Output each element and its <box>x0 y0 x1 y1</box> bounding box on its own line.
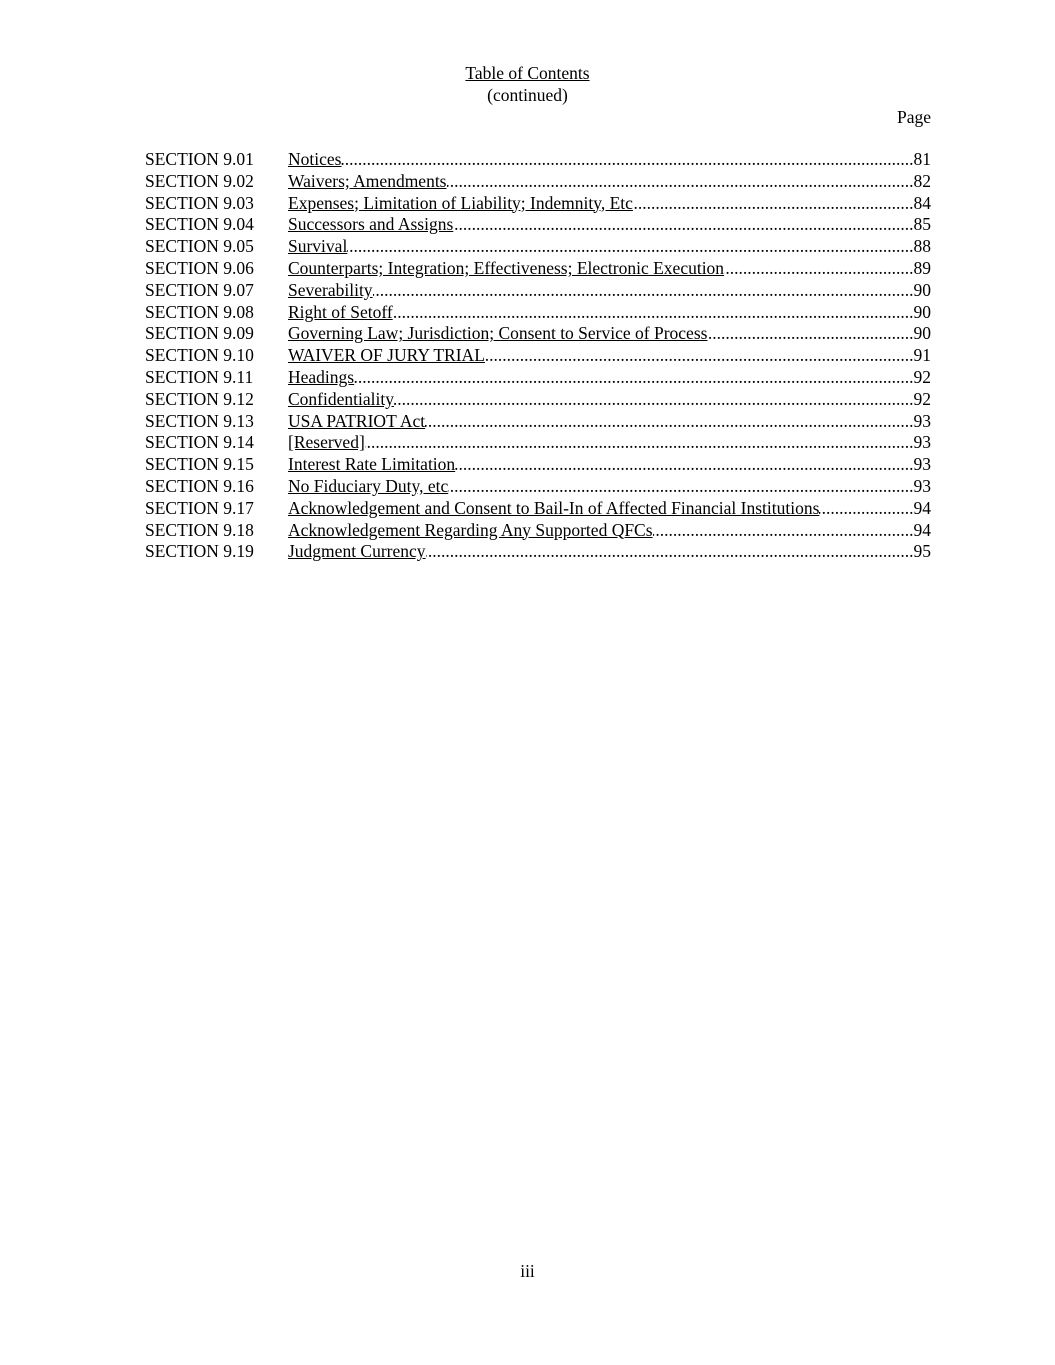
toc-page-number: 89 <box>913 257 931 278</box>
toc-leader-dots <box>393 302 914 324</box>
toc-entry <box>288 411 914 433</box>
toc-row <box>145 193 931 215</box>
toc-leader-dots <box>426 541 914 563</box>
toc-page-number: 90 <box>913 301 931 322</box>
toc-page-number: 91 <box>913 345 931 366</box>
toc-page-number: 88 <box>913 236 931 257</box>
toc-section-number: SECTION 9.08 <box>145 301 254 322</box>
toc-page-number: 85 <box>913 214 931 235</box>
toc-link[interactable]: Waivers; Amendments <box>288 170 447 191</box>
toc-row <box>145 476 931 498</box>
toc-entry <box>288 149 914 171</box>
toc-link[interactable]: Counterparts; Integration; Effectiveness; Electronic Execution <box>288 257 725 278</box>
toc-leader-dots <box>354 367 913 389</box>
toc-section-number: SECTION 9.18 <box>145 519 254 540</box>
toc-link[interactable]: Acknowledgement and Consent to Bail-In of Affected Financial Institutions <box>288 497 820 518</box>
toc-leader-dots <box>653 520 914 542</box>
toc-link[interactable]: Survival <box>288 236 348 257</box>
toc-entry <box>288 214 914 236</box>
toc-link[interactable]: Interest Rate Limitation <box>288 454 456 475</box>
toc-section-number: SECTION 9.12 <box>145 388 254 409</box>
toc-row <box>145 411 931 433</box>
toc-row <box>145 149 931 171</box>
toc-leader-dots <box>341 149 913 171</box>
toc-section-number: SECTION 9.02 <box>145 170 254 191</box>
toc-list <box>145 149 931 563</box>
toc-section-number: SECTION 9.15 <box>145 454 254 475</box>
toc-entry <box>288 454 914 476</box>
toc-page-number: 95 <box>913 541 931 562</box>
toc-page-number: 93 <box>913 454 931 475</box>
toc-page-number: 94 <box>913 519 931 540</box>
toc-subtitle: (continued) <box>487 85 568 105</box>
toc-leader-dots <box>394 389 914 411</box>
toc-entry <box>288 171 914 193</box>
toc-link[interactable]: Notices <box>288 149 342 169</box>
toc-link[interactable]: USA PATRIOT Act <box>288 410 426 431</box>
toc-section-number: SECTION 9.19 <box>145 541 254 562</box>
toc-page-number: 82 <box>913 170 931 191</box>
toc-link[interactable]: WAIVER OF JURY TRIAL <box>288 345 485 366</box>
toc-entry <box>288 498 914 520</box>
toc-row <box>145 323 931 345</box>
toc-leader-dots <box>453 214 913 236</box>
toc-section-number: SECTION 9.04 <box>145 214 254 235</box>
toc-leader-dots <box>724 258 913 280</box>
toc-page-number: 93 <box>913 432 931 453</box>
toc-link[interactable]: Confidentiality <box>288 388 394 409</box>
toc-row <box>145 345 931 367</box>
toc-row <box>145 454 931 476</box>
toc-leader-dots <box>448 476 913 498</box>
page-column-header: Page <box>896 107 931 127</box>
toc-section-number: SECTION 9.09 <box>145 323 254 344</box>
toc-entry <box>288 280 914 302</box>
toc-link[interactable]: No Fiduciary Duty, etc <box>288 475 449 496</box>
toc-entry <box>288 432 914 454</box>
toc-link[interactable]: Severability <box>288 279 373 300</box>
toc-row <box>145 432 931 454</box>
toc-leader-dots <box>819 498 913 520</box>
toc-link[interactable]: Governing Law; Jurisdiction; Consent to Service of Process <box>288 323 708 344</box>
toc-entry <box>288 258 914 280</box>
toc-row <box>145 498 931 520</box>
toc-entry <box>288 476 914 498</box>
toc-link[interactable]: Headings <box>288 366 355 387</box>
toc-row <box>145 214 931 236</box>
toc-link[interactable]: Successors and Assigns <box>288 214 454 235</box>
toc-section-number: SECTION 9.07 <box>145 279 254 300</box>
toc-link[interactable]: Expenses; Limitation of Liability; Indemnity, Etc <box>288 192 633 213</box>
toc-entry <box>288 323 914 345</box>
toc-row <box>145 280 931 302</box>
toc-row <box>145 541 931 563</box>
toc-row <box>145 520 931 542</box>
toc-entry <box>288 236 914 258</box>
toc-section-number: SECTION 9.11 <box>145 366 254 387</box>
toc-section-number: SECTION 9.17 <box>145 497 254 518</box>
toc-leader-dots <box>425 411 913 433</box>
toc-leader-dots <box>447 171 914 193</box>
toc-section-number: SECTION 9.10 <box>145 345 254 366</box>
toc-leader-dots <box>347 236 913 258</box>
toc-row <box>145 236 931 258</box>
toc-entry <box>288 302 914 324</box>
toc-entry <box>288 541 914 563</box>
toc-row <box>145 302 931 324</box>
toc-page-number: 94 <box>913 497 931 518</box>
toc-page-number: 90 <box>913 323 931 344</box>
toc-entry <box>288 193 914 215</box>
toc-page-number: 92 <box>913 388 931 409</box>
toc-leader-dots <box>373 280 914 302</box>
toc-entry <box>288 367 914 389</box>
toc-leader-dots <box>455 454 913 476</box>
toc-entry <box>288 389 914 411</box>
toc-entry <box>288 520 914 542</box>
toc-section-number: SECTION 9.13 <box>145 410 254 431</box>
toc-title: Table of Contents <box>465 63 590 83</box>
toc-page-number: 93 <box>913 475 931 496</box>
toc-leader-dots <box>485 345 914 367</box>
toc-section-number: SECTION 9.01 <box>145 149 254 169</box>
toc-link[interactable]: Acknowledgement Regarding Any Supported QFCs <box>288 519 653 540</box>
toc-heading <box>0 62 1055 84</box>
toc-row <box>145 367 931 389</box>
toc-section-number: SECTION 9.06 <box>145 257 254 278</box>
toc-section-number: SECTION 9.03 <box>145 192 254 213</box>
toc-leader-dots <box>365 432 914 454</box>
toc-link[interactable]: [Reserved] <box>288 432 365 453</box>
toc-row <box>145 389 931 411</box>
toc-link[interactable]: Right of Setoff <box>288 301 393 322</box>
toc-leader-dots <box>707 323 913 345</box>
toc-row <box>145 258 931 280</box>
toc-section-number: SECTION 9.16 <box>145 475 254 496</box>
toc-page-number: 92 <box>913 366 931 387</box>
toc-page-number: 81 <box>913 149 931 169</box>
toc-row <box>145 171 931 193</box>
toc-link[interactable]: Judgment Currency <box>288 541 426 562</box>
toc-section-number: SECTION 9.14 <box>145 432 254 453</box>
toc-leader-dots <box>633 193 914 215</box>
toc-page-number: 84 <box>913 192 931 213</box>
footer-page-number: iii <box>520 1261 535 1281</box>
toc-entry <box>288 345 914 367</box>
toc-page-number: 93 <box>913 410 931 431</box>
toc-section-number: SECTION 9.05 <box>145 236 254 257</box>
toc-page-number: 90 <box>913 279 931 300</box>
